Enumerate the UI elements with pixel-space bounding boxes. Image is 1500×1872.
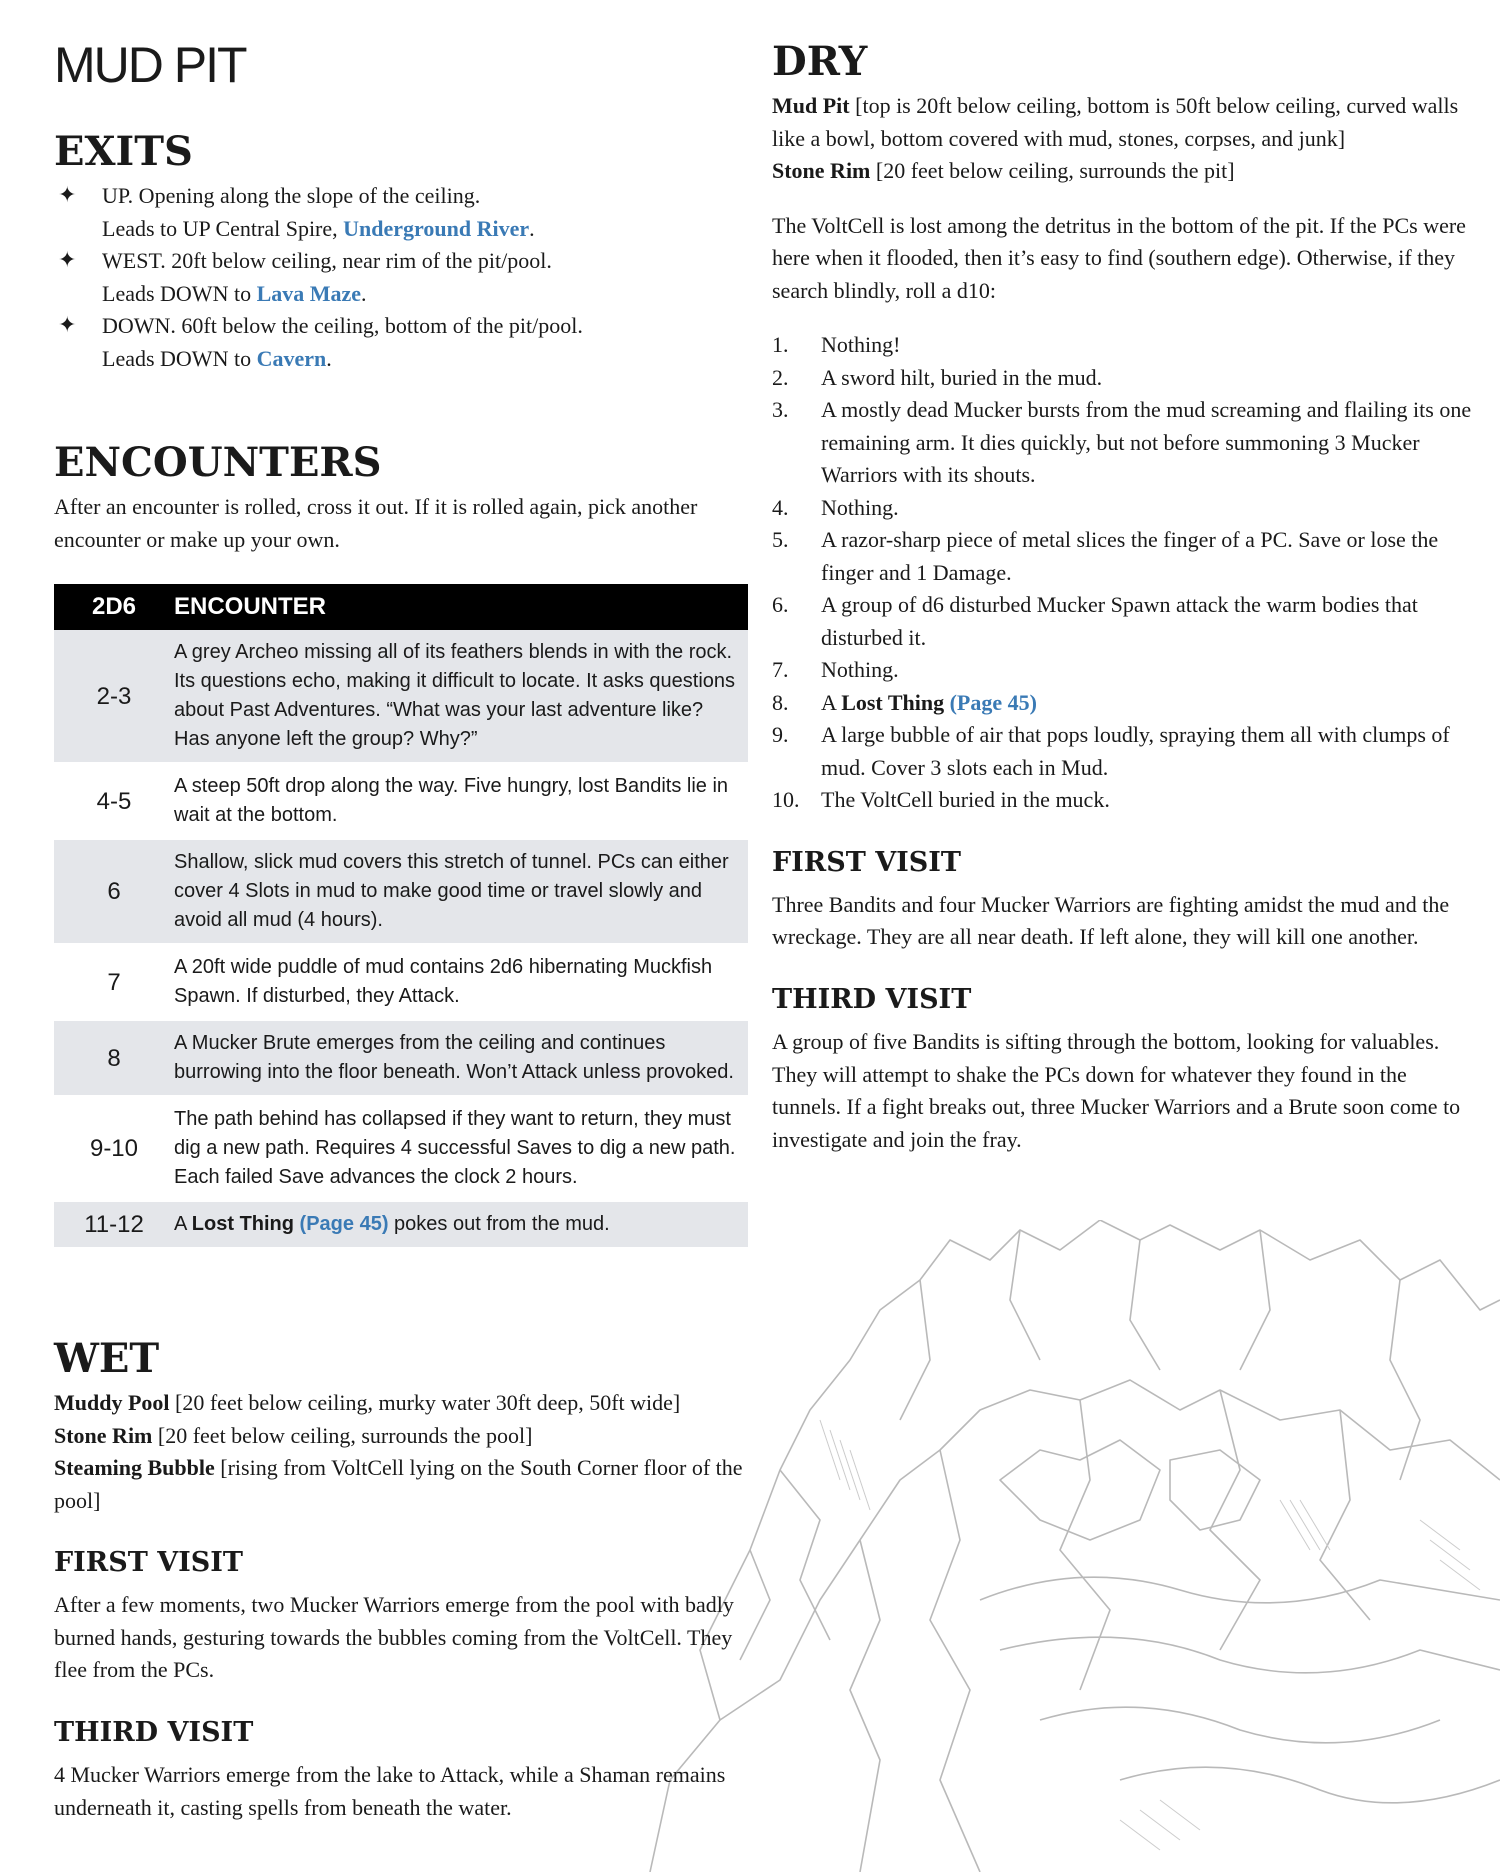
punct: . (529, 215, 535, 241)
item-number: 2. (772, 364, 789, 390)
dry-feature (772, 90, 1472, 155)
list-item (772, 719, 1472, 784)
list-item (772, 394, 1472, 492)
dry-first-visit-text: Three Bandits and four Mucker Warriors are fighting amidst the mud and the wreckage. They are all near death. If left alone, they will kill one another. (772, 891, 1450, 950)
left-column (54, 30, 748, 1824)
feature-name: Stone Rim (772, 158, 871, 183)
text-fragment: pokes out from the mud. (388, 1213, 610, 1235)
wet-third-visit-heading: THIRD VISIT (54, 1716, 254, 1748)
table-row (54, 1020, 748, 1096)
encounters-heading: ENCOUNTERS (54, 439, 382, 486)
text-fragment: A (174, 1213, 192, 1235)
roll-cell: 9-10 (54, 1096, 174, 1201)
exit-up (54, 180, 748, 245)
link-underground-river[interactable]: Underground River (343, 215, 530, 241)
dry-third-visit-text: A group of five Bandits is sifting through the bottom, looking for valuables. They will attempt to shake the PCs down for whatever they found in the tunnels. If a fight breaks out, three Mucker Warriors and a Brute soon come to investigate and join the fray. (772, 1029, 1461, 1152)
wet-first-visit-text: After a few moments, two Mucker Warriors emerge from the pool with badly burned hands, gesturing towards the bubbles coming from the VoltCell. They flee from the PCs. (54, 1592, 734, 1683)
roll-cell: 6 (54, 839, 174, 944)
item-text: A sword hilt, buried in the mud. (821, 364, 1103, 390)
table-row (54, 630, 748, 763)
feature-desc: [rising from VoltCell lying on the South Corner floor of the pool] (54, 1455, 743, 1513)
item-number: 6. (772, 592, 789, 617)
link-page-45[interactable]: (Page 45) (944, 689, 1037, 715)
roll-cell: 8 (54, 1020, 174, 1096)
exit-down (54, 310, 748, 375)
exits-heading: EXITS (54, 128, 193, 175)
punct: . (361, 280, 367, 306)
roll-cell: 11-12 (54, 1201, 174, 1248)
encounter-cell: A grey Archeo missing all of its feathers blends in with the rock. Its questions echo, making it difficult to locate. It asks questions about Past Adventures. “What was your last adventure like? Has anyone left the group? Why?” (174, 630, 748, 763)
dry-intro: The VoltCell is lost among the detritus in the bottom of the pit. If the PCs were here when it flooded, then it’s easy to find (southern edge). Otherwise, if they search blindly, roll a d10: (772, 212, 1466, 303)
exit-lead: Leads DOWN to (102, 345, 257, 371)
item-number: 7. (772, 657, 789, 682)
list-item (772, 524, 1472, 589)
wet-first-visit-heading: FIRST VISIT (54, 1547, 244, 1578)
item-number: 8. (772, 689, 789, 715)
link-lava-maze[interactable]: Lava Maze (256, 280, 362, 306)
dry-third-visit-heading: THIRD VISIT (772, 983, 972, 1015)
exit-description: DOWN. 60ft below the ceiling, bottom of the pit/pool. (102, 313, 583, 338)
feature-name: Stone Rim (54, 1422, 153, 1448)
link-cavern[interactable]: Cavern (256, 345, 327, 371)
item-text: Nothing. (821, 657, 899, 682)
punct: . (326, 345, 332, 371)
list-item (772, 654, 1472, 687)
page-title: MUD PIT (54, 37, 246, 93)
wet-feature (54, 1452, 748, 1517)
encounter-cell: A steep 50ft drop along the way. Five hungry, lost Bandits lie in wait at the bottom. (174, 763, 748, 839)
column-header-roll: 2D6 (54, 584, 174, 630)
feature-desc: [20 feet below ceiling, murky water 30ft deep, 50ft wide] (169, 1390, 681, 1415)
item-number: 5. (772, 527, 789, 552)
encounter-cell: The path behind has collapsed if they want to return, they must dig a new path. Requires 4 successful Saves to dig a new path. Each failed Save advances the clock 2 hours. (174, 1096, 748, 1201)
item-number: 10. (772, 787, 800, 812)
table-row (54, 1201, 748, 1248)
link-page-45[interactable]: (Page 45) (294, 1213, 389, 1235)
feature-name: Mud Pit (772, 93, 850, 118)
table-row (54, 944, 748, 1020)
wet-feature (54, 1420, 748, 1453)
encounter-table (54, 584, 748, 1249)
exit-description: WEST. 20ft below ceiling, near rim of the pit/pool. (102, 248, 552, 273)
roll-cell: 2-3 (54, 630, 174, 763)
d10-list (772, 329, 1472, 817)
right-column (772, 40, 1472, 1156)
list-item (772, 329, 1472, 362)
wet-third-visit-text: 4 Mucker Warriors emerge from the lake to Attack, while a Shaman remains underneath it, casting spells from beneath the water. (54, 1762, 726, 1820)
lost-thing-label: Lost Thing (191, 1213, 294, 1235)
star-bullet-icon: ✦ (58, 313, 77, 338)
item-number: 4. (772, 494, 789, 520)
item-text: A group of d6 disturbed Mucker Spawn attack the warm bodies that disturbed it. (821, 592, 1418, 650)
list-item (772, 589, 1472, 654)
table-row (54, 839, 748, 944)
feature-desc: [top is 20ft below ceiling, bottom is 50ft below ceiling, curved walls like a bowl, bottom covered with mud, stones, corpses, and junk] (772, 93, 1459, 151)
wet-heading: WET (54, 1335, 160, 1382)
roll-cell: 4-5 (54, 763, 174, 839)
dry-heading: DRY (772, 38, 868, 85)
item-number: 3. (772, 397, 789, 422)
exit-description: UP. Opening along the slope of the ceiling. (102, 183, 481, 208)
feature-name: Muddy Pool (54, 1390, 170, 1415)
table-row (54, 1096, 748, 1201)
wet-section (54, 1337, 748, 1824)
wet-feature (54, 1387, 748, 1420)
star-bullet-icon: ✦ (58, 248, 77, 273)
item-text: A razor-sharp piece of metal slices the finger of a PC. Save or lose the finger and 1 Damage. (821, 527, 1439, 585)
exits-list (54, 180, 748, 375)
dry-first-visit-heading: FIRST VISIT (772, 846, 962, 878)
feature-desc: [20 feet below ceiling, surrounds the pool] (152, 1422, 533, 1448)
column-header-encounter: ENCOUNTER (174, 584, 748, 630)
item-text: A large bubble of air that pops loudly, spraying them all with clumps of mud. Cover 3 slots each in Mud. (821, 722, 1450, 780)
item-number: 1. (772, 332, 789, 357)
table-header-row (54, 584, 748, 630)
item-text: Nothing. (821, 494, 899, 520)
list-item (772, 362, 1472, 395)
list-item (772, 687, 1472, 720)
encounter-cell: A Mucker Brute emerges from the ceiling and continues burrowing into the floor beneath. Won’t Attack unless provoked. (174, 1020, 748, 1096)
exit-lead: Leads DOWN to (102, 280, 257, 306)
encounter-cell (174, 1201, 748, 1248)
list-item (772, 492, 1472, 525)
item-text: A (821, 689, 842, 715)
exit-west (54, 245, 748, 310)
feature-name: Steaming Bubble (54, 1455, 215, 1480)
item-text: The VoltCell buried in the muck. (821, 787, 1110, 812)
roll-cell: 7 (54, 944, 174, 1020)
lost-thing-label: Lost Thing (841, 689, 945, 715)
table-row (54, 763, 748, 839)
dry-feature (772, 155, 1472, 188)
star-bullet-icon: ✦ (58, 183, 77, 208)
item-number: 9. (772, 722, 789, 747)
feature-desc: [20 feet below ceiling, surrounds the pit] (870, 158, 1235, 183)
encounter-cell: Shallow, slick mud covers this stretch of tunnel. PCs can either cover 4 Slots in mud to make good time or travel slowly and avoid all mud (4 hours). (174, 839, 748, 944)
encounter-cell: A 20ft wide puddle of mud contains 2d6 hibernating Muckfish Spawn. If disturbed, they Attack. (174, 944, 748, 1020)
encounters-intro: After an encounter is rolled, cross it out. If it is rolled again, pick another encounter or make up your own. (54, 494, 698, 552)
item-text: A mostly dead Mucker bursts from the mud screaming and flailing its one remaining arm. It dies quickly, but not before summoning 3 Mucker Warriors with its shouts. (821, 397, 1472, 487)
exit-lead: Leads to UP Central Spire, (102, 215, 344, 241)
item-text: Nothing! (821, 332, 901, 357)
list-item (772, 784, 1472, 817)
